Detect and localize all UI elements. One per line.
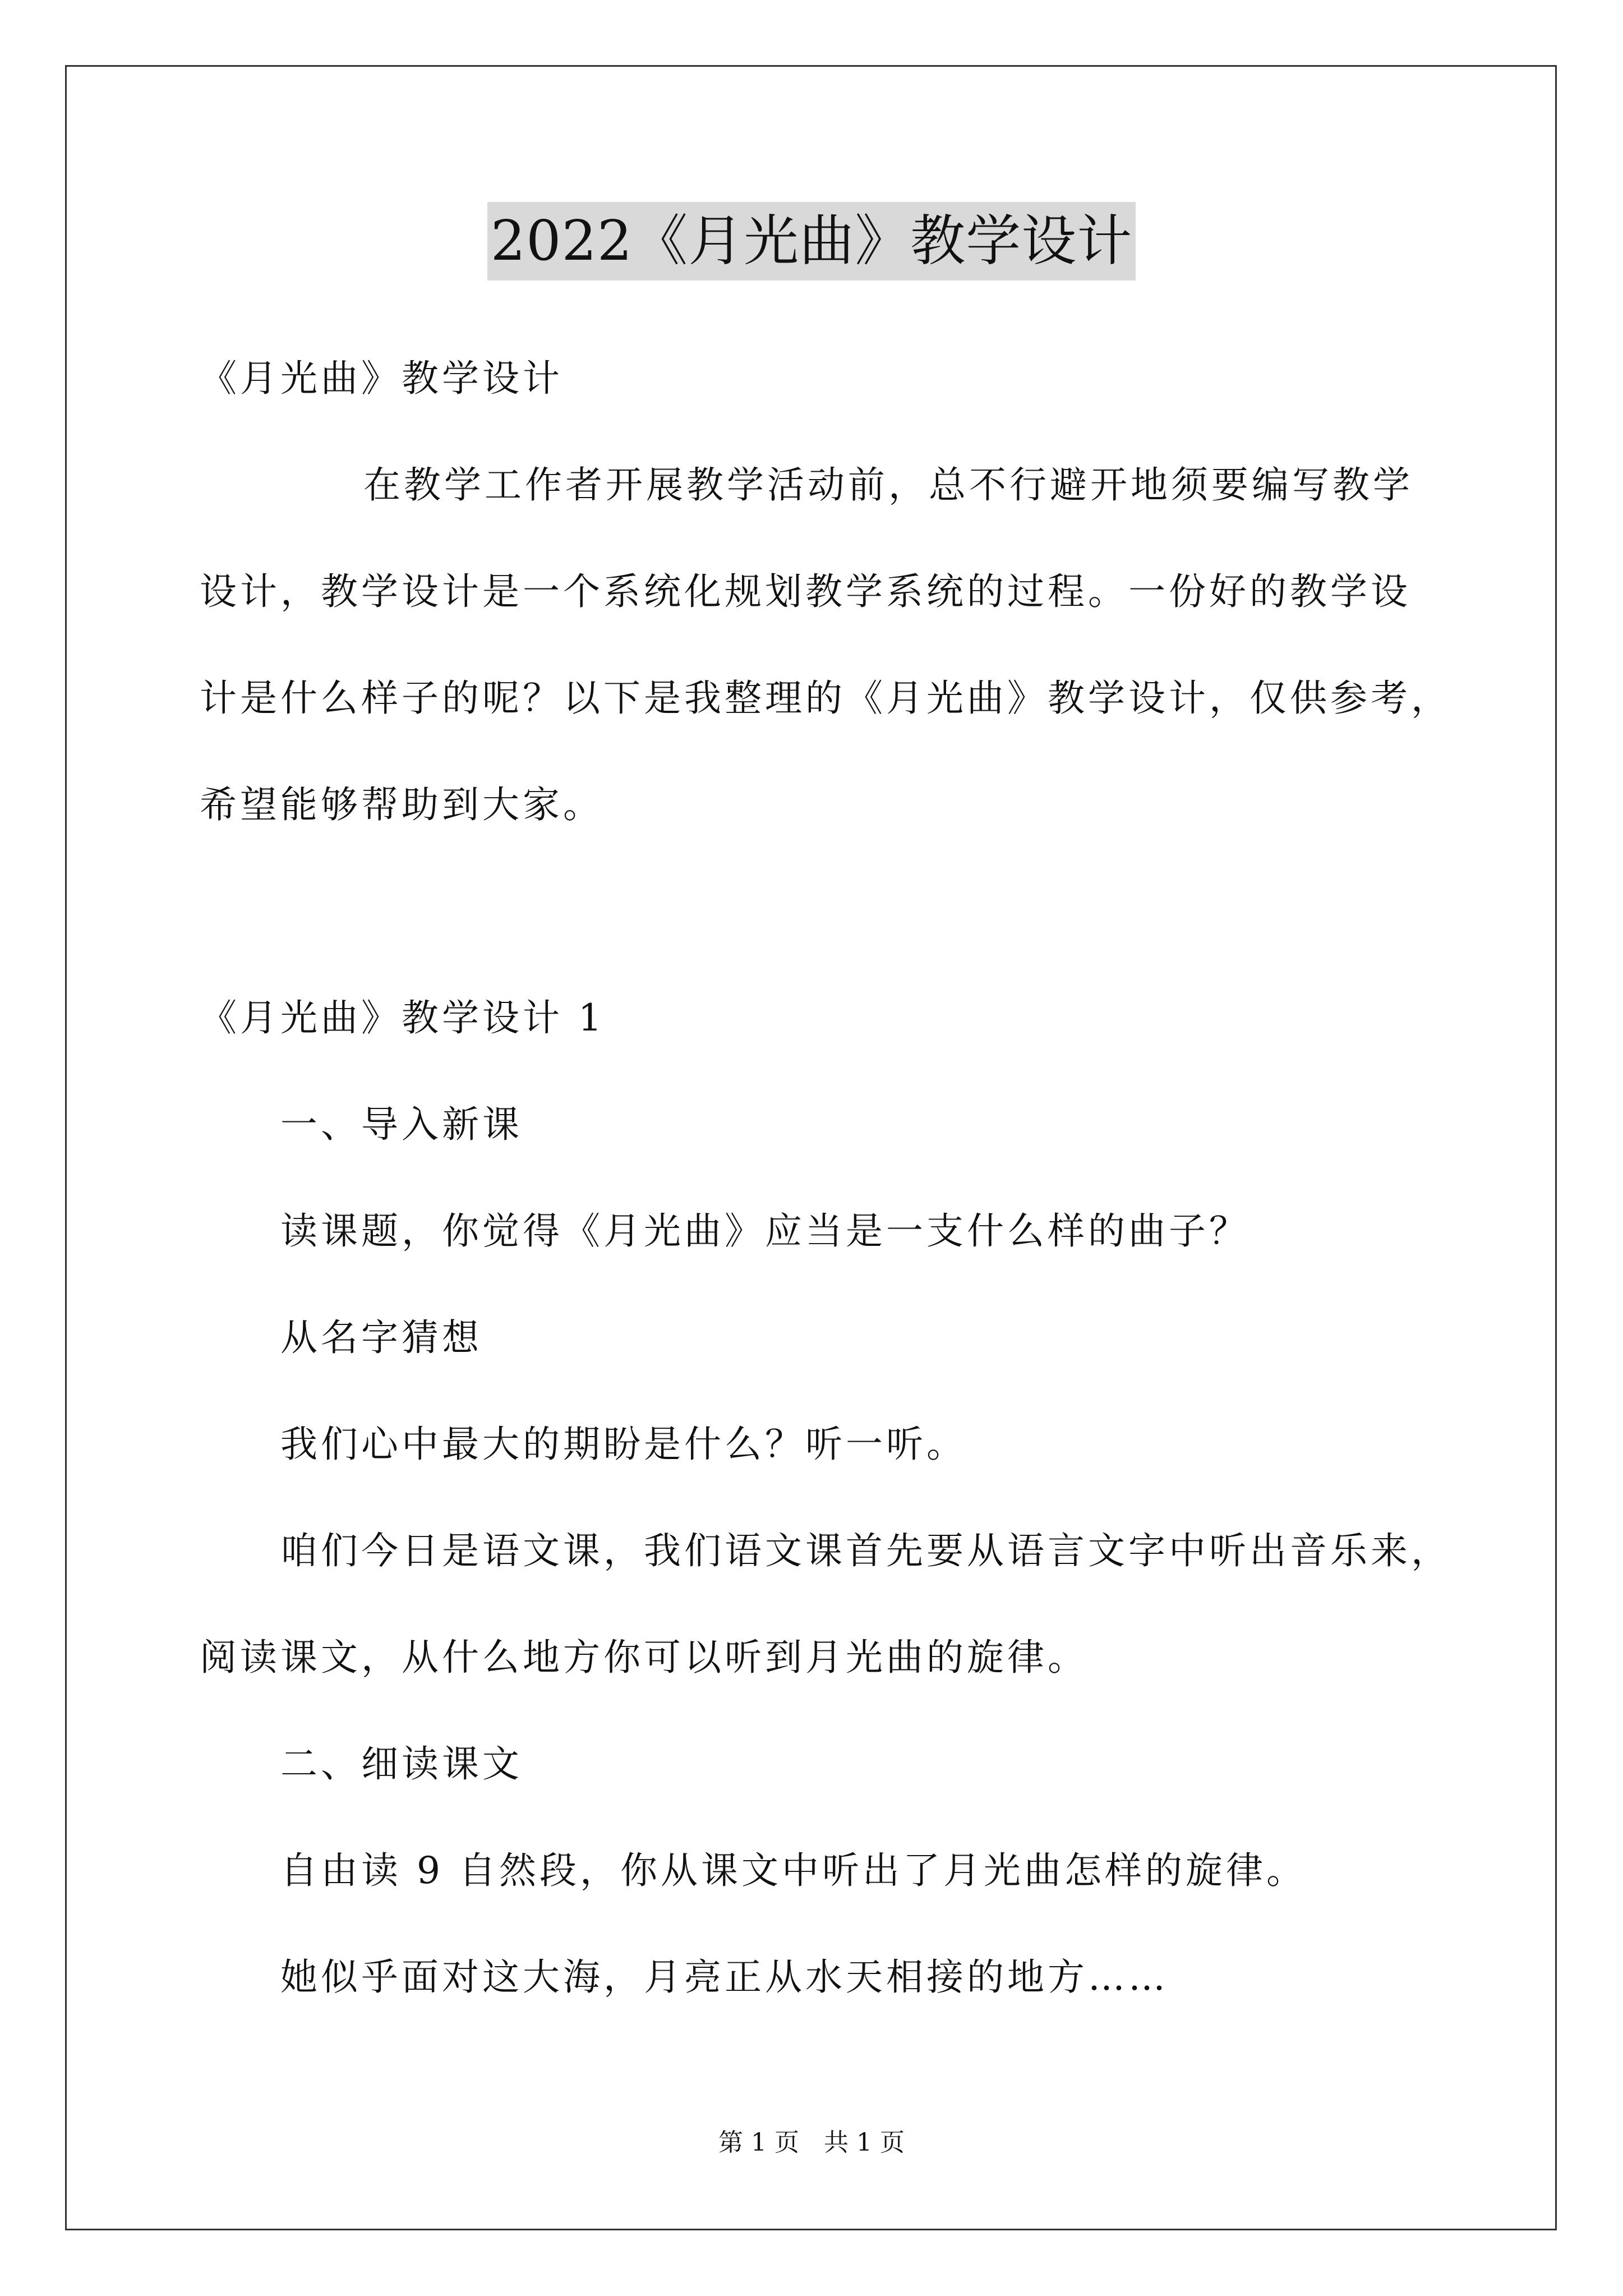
intro-line-3: 计是什么样子的呢？以下是我整理的《月光曲》教学设计，仅供参考，: [200, 677, 1451, 720]
paragraph-line: 她似乎面对这大海，月亮正从水天相接的地方……: [280, 1955, 1169, 1999]
paragraph-line: 读课题，你觉得《月光曲》应当是一支什么样的曲子？: [280, 1209, 1249, 1253]
paragraph-line: 从名字猜想: [280, 1316, 482, 1359]
page-footer: 第 1 页 共 1 页: [718, 2128, 905, 2157]
part-heading-1: 一、导入新课: [280, 1103, 523, 1146]
paragraph-line: 自由读 9 自然段，你从课文中听出了月光曲怎样的旋律。: [280, 1849, 1307, 1892]
section-heading: 《月光曲》教学设计 1: [200, 996, 605, 1039]
title-container: [0, 202, 1623, 280]
intro-line-1: 在教学工作者开展教学活动前，总不行避开地须要编写教学: [363, 463, 1413, 507]
paragraph-line: 咱们今日是语文课，我们语文课首先要从语言文字中听出音乐来，: [280, 1529, 1451, 1572]
paragraph-line: 我们心中最大的期盼是什么？听一听。: [280, 1423, 967, 1466]
subtitle-line: 《月光曲》教学设计: [200, 357, 563, 400]
document-title: 2022《月光曲》教学设计: [487, 202, 1136, 280]
paragraph-line: 阅读课文，从什么地方你可以听到月光曲的旋律。: [200, 1636, 1088, 1679]
intro-line-2: 设计，教学设计是一个系统化规划教学系统的过程。一份好的教学设: [200, 570, 1411, 613]
intro-line-4: 希望能够帮助到大家。: [200, 783, 603, 826]
part-heading-2: 二、细读课文: [280, 1742, 523, 1786]
